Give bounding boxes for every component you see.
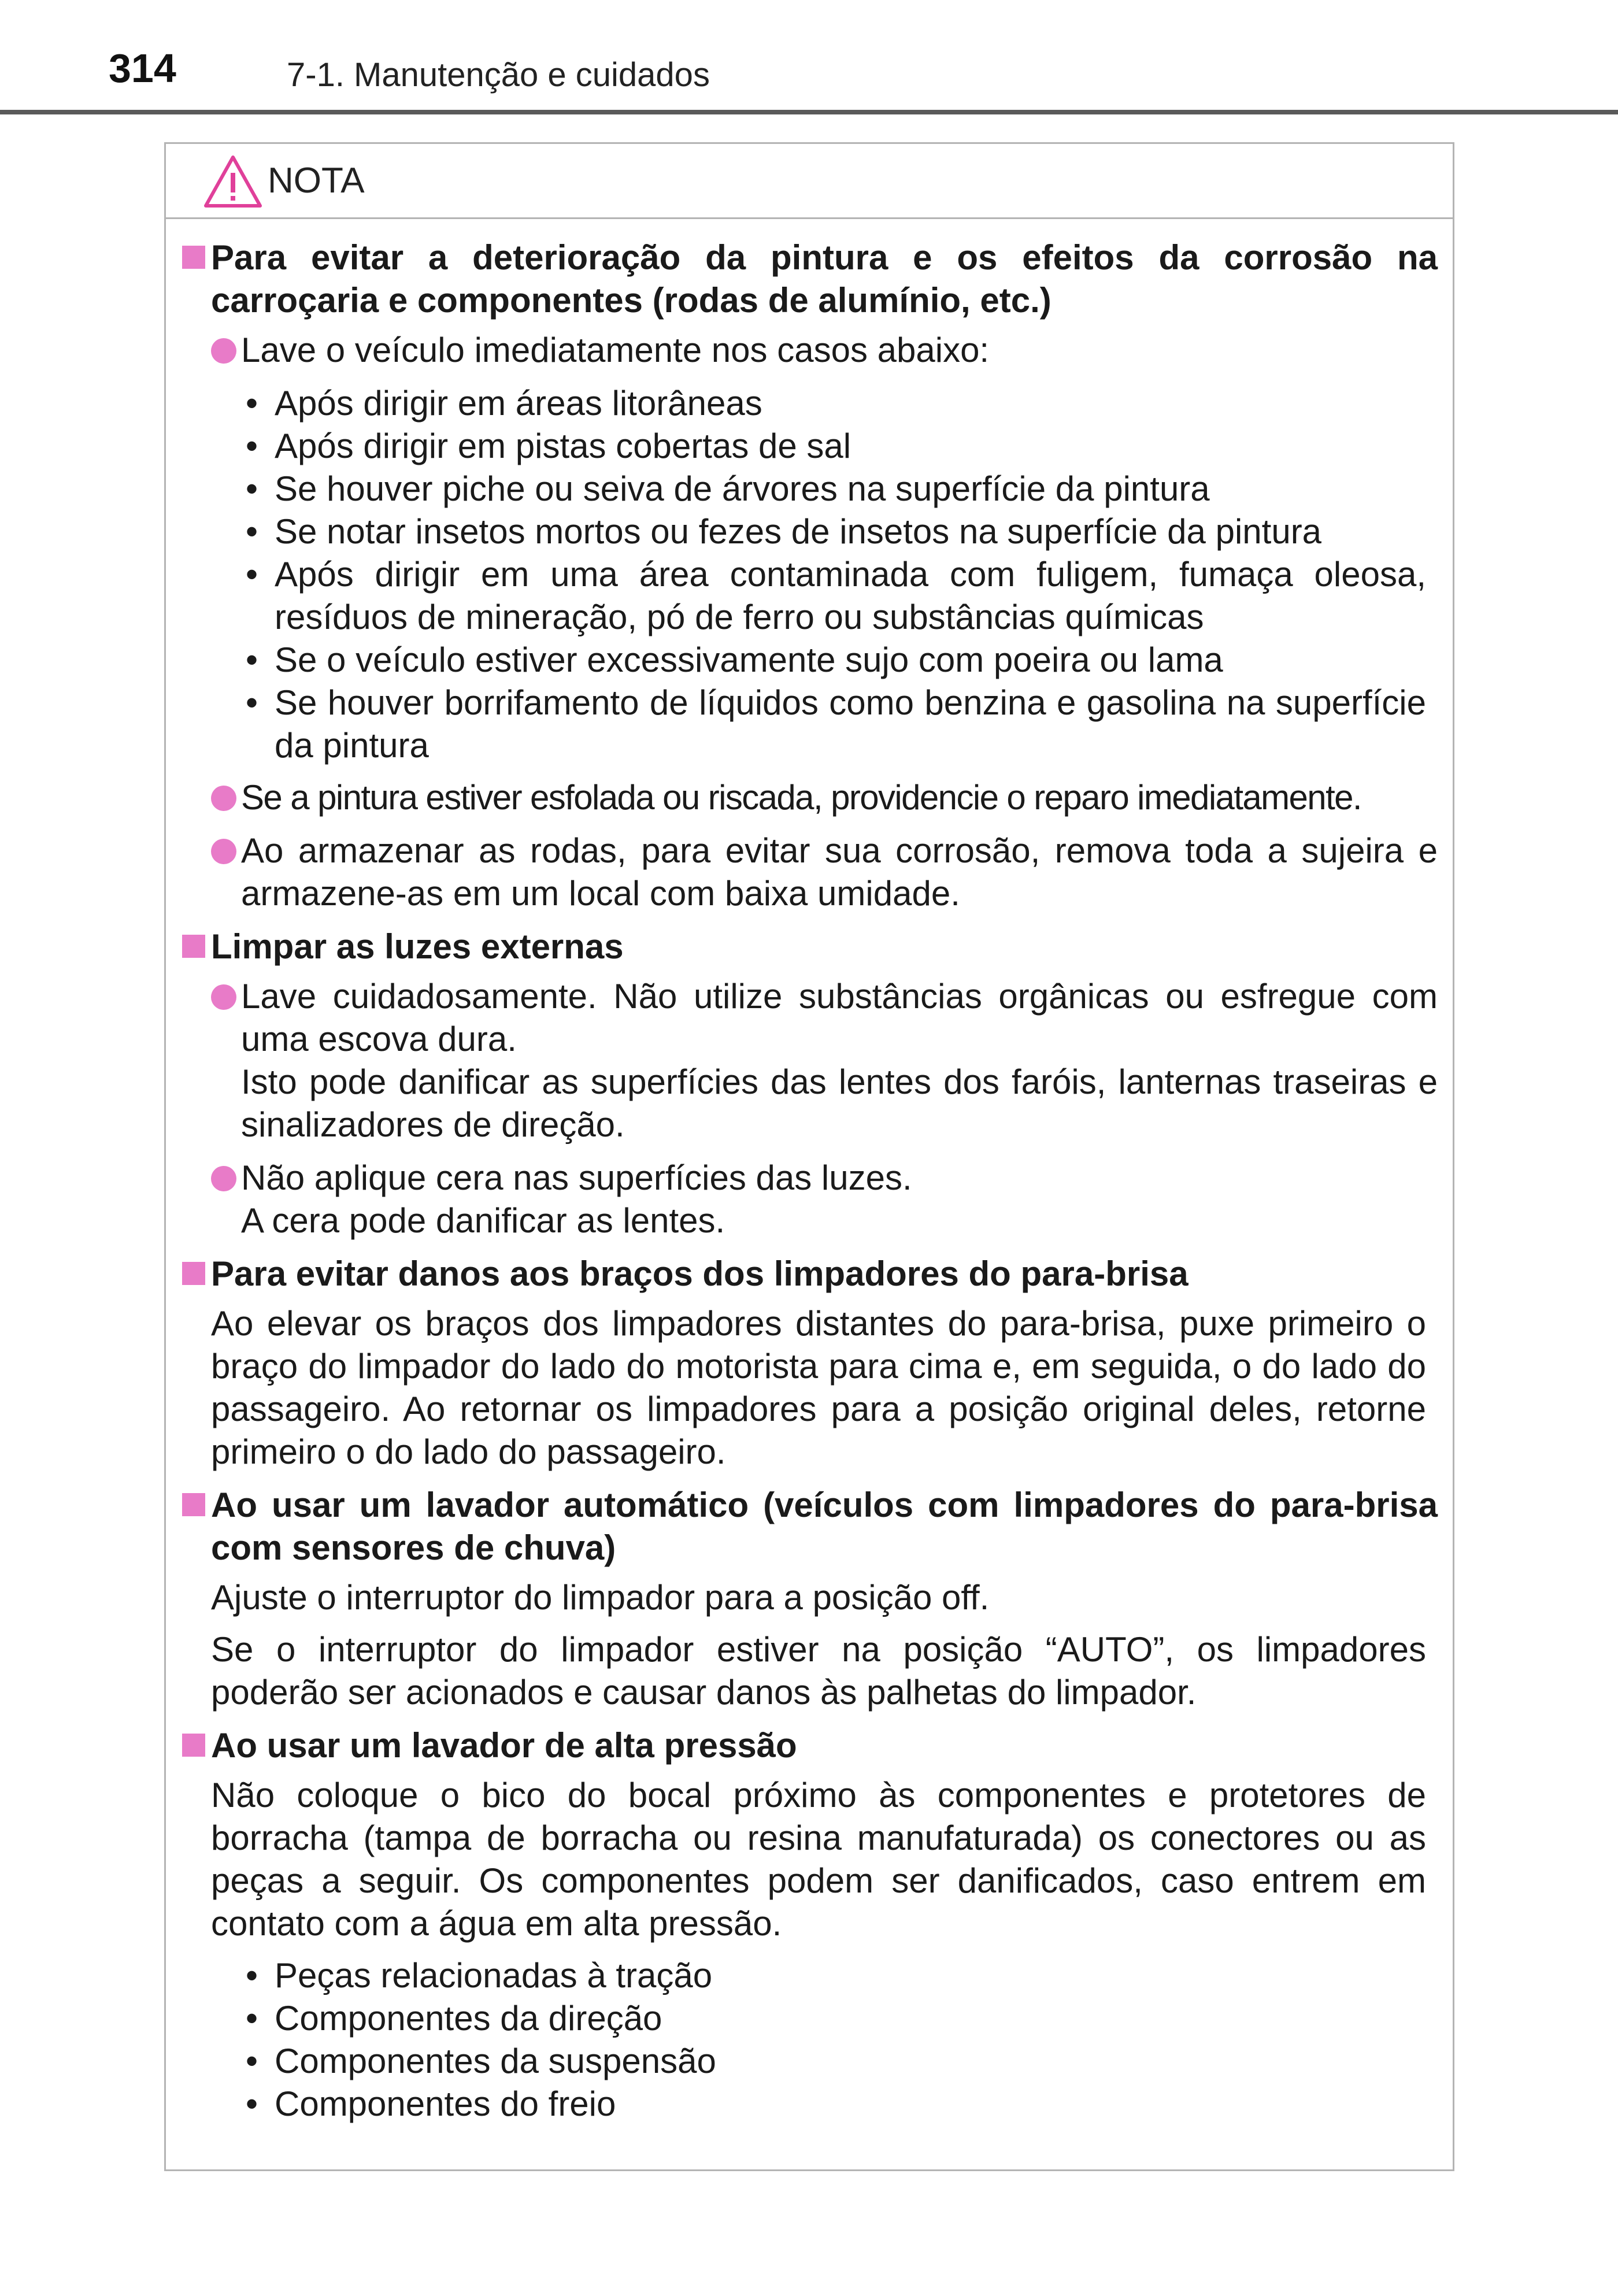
bullet-text: Ao armazenar as rodas, para evitar sua corrosão, remova toda a sujeira e armazene-as em um local com baixa umidade. [241, 831, 1438, 913]
bullet-item [166, 776, 1453, 819]
circle-bullet-icon [211, 1166, 236, 1191]
chapter-title: 7-1. Manutenção e cuidados [287, 56, 710, 94]
list-item: • Componentes da suspensão [166, 2040, 1453, 2083]
section-high-pressure-washer [166, 1724, 1453, 2125]
list-item: • Após dirigir em uma área contaminada com fuligem, fumaça oleosa, resíduos de mineração, pó de ferro ou substâncias químicas [166, 553, 1453, 639]
note-label: NOTA [268, 161, 365, 201]
section-heading [166, 925, 1453, 968]
section-heading [166, 1253, 1453, 1295]
list-item: • Se notar insetos mortos ou fezes de insetos na superfície da pintura [166, 510, 1453, 553]
bullet-text: Lave cuidadosamente. Não utilize substâncias orgânicas ou esfregue com uma escova dura. [241, 977, 1438, 1058]
note-box [164, 142, 1454, 2171]
section-title: Ao usar um lavador de alta pressão [211, 1726, 797, 1765]
parts-list [166, 1954, 1453, 2125]
square-bullet-icon [182, 246, 205, 269]
square-bullet-icon [182, 935, 205, 958]
list-item: • Se o veículo estiver excessivamente sujo com poeira ou lama [166, 639, 1453, 682]
circle-bullet-icon [211, 786, 236, 811]
paragraph: Se o interruptor do limpador estiver na posição “AUTO”, os limpadores poderão ser acionados e causar danos às palhetas do limpador. [211, 1630, 1426, 1712]
list-item: • Se houver borrifamento de líquidos como benzina e gasolina na superfície da pintura [166, 682, 1453, 767]
bullet-continuation: Isto pode danificar as superfícies das lentes dos faróis, lanternas traseiras e sinalizadores de direção. [241, 1062, 1438, 1144]
bullet-text: Não aplique cera nas superfícies das luzes. [241, 1158, 912, 1197]
bullet-item [166, 329, 1453, 372]
circle-bullet-icon [211, 839, 236, 864]
section-external-lights [166, 925, 1453, 1242]
square-bullet-icon [182, 1493, 205, 1516]
section-title: Para evitar a deterioração da pintura e os efeitos da corrosão na carroçaria e componentes (rodas de alumínio, etc.) [211, 238, 1438, 320]
note-header [166, 144, 1453, 219]
paragraph: Não coloque o bico do bocal próximo às componentes e protetores de borracha (tampa de borracha ou resina manufaturada) os conectores ou as peças a seguir. Os componentes podem ser danificados, caso entrem em contato com a água em alta pressão. [211, 1776, 1426, 1943]
paragraph: Ajuste o interruptor do limpador para a posição off. [211, 1578, 990, 1617]
section-heading [166, 236, 1453, 322]
list-item: • Após dirigir em áreas litorâneas [166, 382, 1453, 425]
list-item: • Após dirigir em pistas cobertas de sal [166, 425, 1453, 468]
section-automatic-washer [166, 1484, 1453, 1714]
list-item: • Componentes do freio [166, 2083, 1453, 2125]
bullet-continuation: A cera pode danificar as lentes. [241, 1201, 725, 1240]
warning-triangle-icon [203, 154, 263, 209]
section-title: Para evitar danos aos braços dos limpadores do para-brisa [211, 1254, 1188, 1293]
bullet-text: Lave o veículo imediatamente nos casos abaixo: [241, 331, 990, 369]
list-item: • Componentes da direção [166, 1997, 1453, 2040]
page-number: 314 [109, 46, 176, 91]
wash-cases-list [166, 382, 1453, 767]
section-heading [166, 1724, 1453, 1767]
list-item: • Peças relacionadas à tração [166, 1954, 1453, 1997]
section-wiper-arms [166, 1253, 1453, 1473]
header-rule [0, 110, 1618, 114]
section-title: Limpar as luzes externas [211, 927, 624, 966]
note-content [166, 236, 1453, 2136]
bullet-text: Se a pintura estiver esfolada ou riscada, providencie o reparo imediatamente. [241, 778, 1361, 817]
square-bullet-icon [182, 1734, 205, 1757]
circle-bullet-icon [211, 338, 236, 364]
square-bullet-icon [182, 1262, 205, 1285]
list-item: • Se houver piche ou seiva de árvores na superfície da pintura [166, 468, 1453, 510]
section-title: Ao usar um lavador automático (veículos com limpadores do para-brisa com sensores de chuva) [211, 1486, 1438, 1567]
bullet-item [166, 975, 1453, 1146]
paragraph: Ao elevar os braços dos limpadores distantes do para-brisa, puxe primeiro o braço do limpador do lado do motorista para cima e, em seguida, o do lado do passageiro. Ao retornar os limpadores para a posição original deles, retorne primeiro o do lado do passageiro. [211, 1304, 1426, 1471]
bullet-item [166, 829, 1453, 915]
section-heading [166, 1484, 1453, 1569]
bullet-item [166, 1157, 1453, 1242]
circle-bullet-icon [211, 984, 236, 1010]
section-paint-protection [166, 236, 1453, 915]
